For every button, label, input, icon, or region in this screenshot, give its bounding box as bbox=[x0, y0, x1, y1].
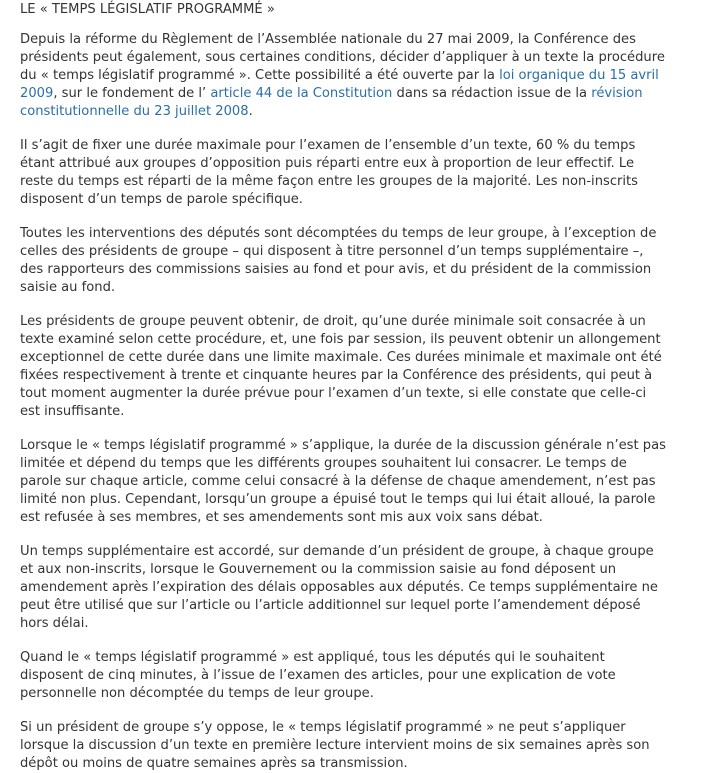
paragraph-reform bbox=[20, 31, 670, 121]
paragraph-text: , sur le fondement de l’ bbox=[53, 86, 211, 101]
link-article-44[interactable]: article 44 de la Constitution bbox=[210, 86, 393, 101]
paragraph-duree-maximale: Il s’agit de fixer une durée maximale pour l’examen de l’ensemble d’un texte, 60 % du temps étant attribué aux groupes d’opposition puis réparti entre eux à proportion de leur effectif. Le reste du temps est réparti de la même façon entre les groupes de la majorité. Les non-inscrits disposent d’un temps de parole spécifique. bbox=[20, 138, 638, 207]
link-revision-constitutionnelle[interactable]: révision constitutionnelle du 23 juillet 2008 bbox=[20, 86, 643, 119]
paragraph-interventions: Toutes les interventions des députés sont décomptées du temps de leur groupe, à l’exception de celles des présidents de groupe – qui disposent à titre personnel d’un temps supplémentaire –, des rapporteurs des commissions saisies au fond et pour avis, et du président de la commission saisie au fond. bbox=[20, 226, 657, 295]
link-loi-organique[interactable]: loi organique du 15 avril 2009 bbox=[20, 68, 659, 101]
paragraph-text: . bbox=[248, 104, 253, 119]
paragraph-discussion-generale: Lorsque le « temps législatif programmé » s’applique, la durée de la discussion générale n’est pas limitée et dépend du temps que les différents groupes souhaitent lui consacrer. Le temps de parole sur chaque article, comme celui consacré à la défense de chaque amendement, n’est pas limité non plus. Cependant, lorsqu’un groupe a épuisé tout le temps qui lui était alloué, la parole est refusée à ses membres, et ses amendements sont mis aux voix sans débat. bbox=[20, 438, 666, 525]
paragraph-explication-vote: Quand le « temps législatif programmé » est appliqué, tous les députés qui le souhaitent disposent de cinq minutes, à l’issue de l’examen des articles, pour une explication de vote personnelle non décomptée du temps de leur groupe. bbox=[20, 650, 616, 701]
paragraph-presidents-groupe: Les présidents de groupe peuvent obtenir, de droit, qu’une durée minimale soit consacrée à un texte examiné selon cette procédure, et, une fois par session, ils peuvent obtenir un allongement exceptionnel de cette durée dans une limite maximale. Ces durées minimale et maximale ont été fixées respectivement à trente et cinquante heures par la Conférence des présidents, qui peut à tout moment augmenter la durée prévue pour l’examen d’un texte, si elle constate que celle-ci est insuffisante. bbox=[20, 314, 662, 419]
paragraph-text: Depuis la réforme du Règlement de l’Assemblée nationale du 27 mai 2009, la Conférence des présidents peut également, sous certaines conditions, décider d’appliquer à un texte la procédure du « temps législatif programmé ». Cette possibilité a été ouverte par la bbox=[20, 32, 665, 83]
paragraph-temps-supplementaire: Un temps supplémentaire est accordé, sur demande d’un président de groupe, à chaque groupe et aux non-inscrits, lorsque le Gouvernement ou la commission saisie au fond déposent un amendement après l’expiration des délais opposables aux députés. Ce temps supplémentaire ne peut être utilisé que sur l’article ou l’article additionnel sur lequel porte l’amendement déposé hors délai. bbox=[20, 544, 658, 631]
paragraph-opposition: Si un président de groupe s’y oppose, le « temps législatif programmé » ne peut s’appliquer lorsque la discussion d’un texte en première lecture intervient moins de six semaines après son dépôt ou moins de quatre semaines après sa transmission. bbox=[20, 720, 650, 771]
paragraph-text: dans sa rédaction issue de la bbox=[392, 86, 592, 101]
section-heading: LE « TEMPS LÉGISLATIF PROGRAMMÉ » bbox=[20, 2, 275, 17]
